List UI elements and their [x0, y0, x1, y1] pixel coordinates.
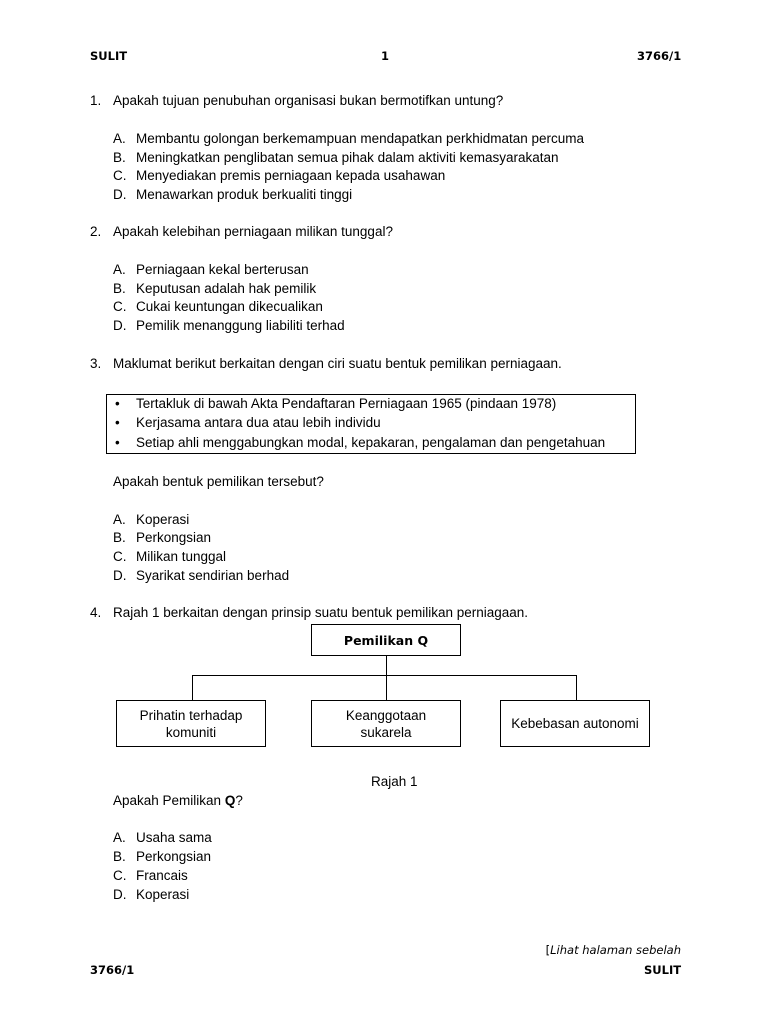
- bullet-icon: •: [115, 435, 120, 450]
- option-letter: A.: [113, 131, 126, 146]
- option-text: Meningkatkan penglibatan semua pihak dalam aktiviti kemasyarakatan: [136, 150, 559, 165]
- connector-left: [192, 675, 193, 701]
- option-text: Menyediakan premis perniagaan kepada usahawan: [136, 168, 446, 183]
- option-1b: [113, 150, 559, 165]
- question-number: 2.: [90, 224, 102, 239]
- option-3b: [113, 530, 211, 545]
- option-1a: [113, 131, 584, 146]
- option-letter: B.: [113, 150, 126, 165]
- question-number: 4.: [90, 605, 102, 620]
- option-letter: B.: [113, 281, 126, 296]
- node-label: Keanggotaan sukarela: [345, 707, 427, 740]
- question-text: Maklumat berikut berkaitan dengan ciri suatu bentuk pemilikan perniagaan.: [113, 356, 562, 371]
- footer-sulit: SULIT: [644, 963, 682, 977]
- option-letter: D.: [113, 318, 127, 333]
- question-text: Apakah tujuan penubuhan organisasi bukan bermotifkan untung?: [113, 93, 504, 108]
- question-number: 1.: [90, 93, 102, 108]
- option-text: Perkongsian: [136, 849, 212, 864]
- option-2a: [113, 262, 309, 277]
- option-letter: C.: [113, 549, 127, 564]
- paper-code: 3766/1: [637, 49, 682, 63]
- option-letter: C.: [113, 868, 127, 883]
- question-number: 3.: [90, 356, 102, 371]
- question-1: [90, 93, 503, 108]
- node-label: Prihatin terhadap komuniti: [139, 707, 243, 740]
- option-4a: [113, 830, 212, 845]
- option-letter: A.: [113, 512, 126, 527]
- option-letter: B.: [113, 849, 126, 864]
- option-1d: [113, 187, 352, 202]
- option-text: Usaha sama: [136, 830, 212, 845]
- option-text: Koperasi: [136, 512, 190, 527]
- option-4b: [113, 849, 211, 864]
- option-2d: [113, 318, 345, 333]
- header-sulit: SULIT: [90, 49, 128, 63]
- option-letter: D.: [113, 568, 127, 583]
- bullet-text: Tertakluk di bawah Akta Pendaftaran Perniagaan 1965 (pindaan 1978): [136, 396, 557, 411]
- option-letter: B.: [113, 530, 126, 545]
- option-text: Keputusan adalah hak pemilik: [136, 281, 317, 296]
- footer-code: 3766/1: [90, 963, 135, 977]
- option-3d: [113, 568, 289, 583]
- option-text: Koperasi: [136, 887, 190, 902]
- question-text: Rajah 1 berkaitan dengan prinsip suatu bentuk pemilikan perniagaan.: [113, 605, 529, 620]
- node-label: Kebebasan autonomi: [511, 716, 639, 731]
- option-letter: D.: [113, 187, 127, 202]
- page-number: 1: [381, 49, 390, 63]
- option-text: Cukai keuntungan dikecualikan: [136, 299, 323, 314]
- option-3c: [113, 549, 226, 564]
- question-4-sub: Apakah Pemilikan Q?: [113, 793, 243, 808]
- option-text: Membantu golongan berkemampuan mendapatkan perkhidmatan percuma: [136, 131, 585, 146]
- option-text: Francais: [136, 868, 188, 883]
- info-bullet-3: [115, 435, 605, 450]
- connector-root: [386, 655, 387, 701]
- diagram-root-node: [311, 624, 461, 656]
- option-letter: D.: [113, 887, 127, 902]
- connector-right: [576, 675, 577, 701]
- option-4c: [113, 868, 188, 883]
- root-node-label: Pemilikan Q: [343, 632, 429, 648]
- diagram-node-kebebasan: [500, 700, 650, 747]
- option-4d: [113, 887, 189, 902]
- option-1c: [113, 168, 445, 183]
- bullet-text: Setiap ahli menggabungkan modal, kepakaran, pengalaman dan pengetahuan: [136, 435, 606, 450]
- question-text: Apakah kelebihan perniagaan milikan tunggal?: [113, 224, 393, 239]
- info-bullet-1: [115, 396, 556, 411]
- info-bullet-2: [115, 415, 381, 430]
- question-2: [90, 224, 393, 239]
- option-text: Pemilik menanggung liabiliti terhad: [136, 318, 345, 333]
- bullet-icon: •: [115, 415, 120, 430]
- option-letter: A.: [113, 262, 126, 277]
- option-letter: C.: [113, 299, 127, 314]
- option-text: Milikan tunggal: [136, 549, 227, 564]
- option-2c: [113, 299, 323, 314]
- turn-page-note: [Lihat halaman sebelah: [545, 943, 681, 957]
- connector-horizontal: [192, 675, 577, 676]
- option-letter: C.: [113, 168, 127, 183]
- bullet-text: Kerjasama antara dua atau lebih individu: [136, 415, 381, 430]
- option-text: Syarikat sendirian berhad: [136, 568, 290, 583]
- option-3a: [113, 512, 189, 527]
- diagram-node-prihatin: [116, 700, 266, 747]
- question-3: [90, 356, 562, 371]
- option-letter: A.: [113, 830, 126, 845]
- question-4: [90, 605, 528, 620]
- diagram-caption: Rajah 1: [371, 774, 418, 789]
- option-text: Menawarkan produk berkualiti tinggi: [136, 187, 353, 202]
- diagram-node-keanggotaan: [311, 700, 461, 747]
- option-text: Perniagaan kekal berterusan: [136, 262, 309, 277]
- info-box: [106, 394, 636, 454]
- bullet-icon: •: [115, 396, 120, 411]
- question-3-sub: Apakah bentuk pemilikan tersebut?: [113, 474, 324, 489]
- option-text: Perkongsian: [136, 530, 212, 545]
- option-2b: [113, 281, 316, 296]
